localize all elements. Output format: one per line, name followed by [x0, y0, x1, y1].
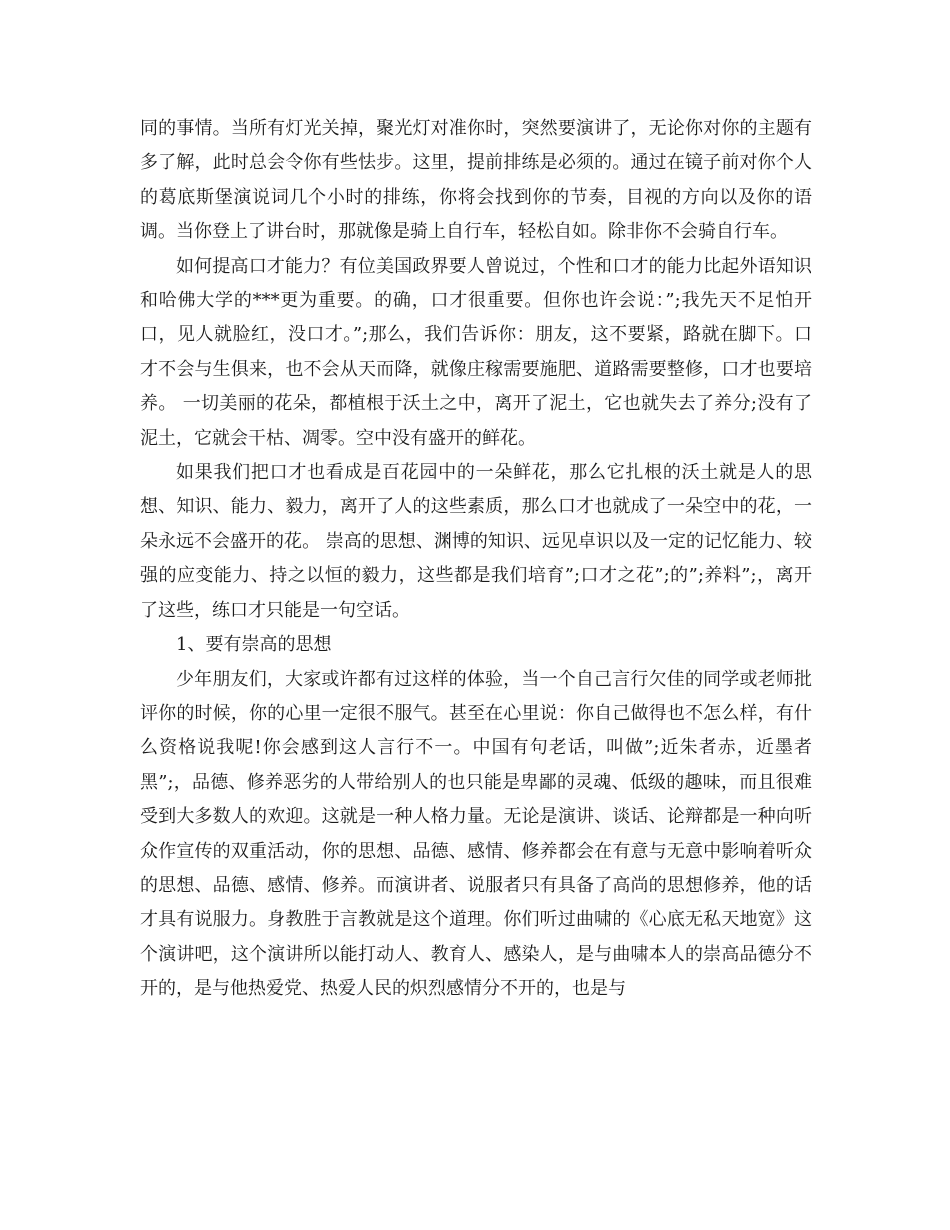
paragraph-3: 如果我们把口才也看成是百花园中的一朵鲜花，那么它扎根的沃土就是人的思想、知识、能力、毅力，离开了人的这些素质，那么口才也就成了一朵空中的花，一朵永远不会盛开的花。 崇高的思想、渊博的知识、远见卓识以及一定的记忆能力、较强的应变能力、持之以恒的毅力，这些都是我们培育”;口才之花”;的”;养料”;，离开了这些，练口才只能是一句空话。 — [140, 462, 812, 621]
paragraph-1: 同的事情。当所有灯光关掉，聚光灯对准你时，突然要演讲了，无论你对你的主题有多了解，此时总会令你有些怯步。这里，提前排练是必须的。通过在镜子前对你个人的葛底斯堡演说词几个小时的排练，你将会找到你的节奏，目视的方向以及你的语调。当你登上了讲台时，那就像是骑上自行车，轻松自如。除非你不会骑自行车。 — [140, 118, 812, 243]
section-heading: 1、要有崇高的思想 — [176, 634, 332, 656]
paragraph-2: 如何提高口才能力？有位美国政界要人曾说过，个性和口才的能力比起外语知识和哈佛大学的***更为重要。的确，口才很重要。但你也许会说：”;我先天不足怕开口，见人就脸红，没口才。”;那么，我们告诉你：朋友，这不要紧，路就在脚下。口才不会与生俱来，也不会从天而降，就像庄稼需要施肥、道路需要整修，口才也要培养。 一切美丽的花朵，都植根于沃土之中，离开了泥土，它也就失去了养分;没有了泥土，它就会干枯、凋零。空中没有盛开的鲜花。 — [140, 255, 812, 449]
document-page — [140, 112, 812, 1007]
paragraph-4: 少年朋友们，大家或许都有过这样的体验，当一个自己言行欠佳的同学或老师批评你的时候，你的心里一定很不服气。甚至在心里说：你自己做得也不怎么样，有什么资格说我呢!你会感到这人言行不一。中国有句老话，叫做”;近朱者赤，近墨者黑”;，品德、修养恶劣的人带给别人的也只能是卑鄙的灵魂、低级的趣味，而且很难受到大多数人的欢迎。这就是一种人格力量。无论是演讲、谈话、论辩都是一种向听众作宣传的双重活动，你的思想、品德、感情、修养都会在有意与无意中影响着听众的思想、品德、感情、修养。而演讲者、说服者只有具备了高尚的思想修养，他的话才具有说服力。身教胜于言教就是这个道理。你们听过曲啸的《心底无私天地宽》这个演讲吧，这个演讲所以能打动人、教育人、感染人，是与曲啸本人的崇高品德分不开的，是与他热爱党、热爱人民的炽烈感情分不开的，也是与 — [140, 668, 812, 1000]
